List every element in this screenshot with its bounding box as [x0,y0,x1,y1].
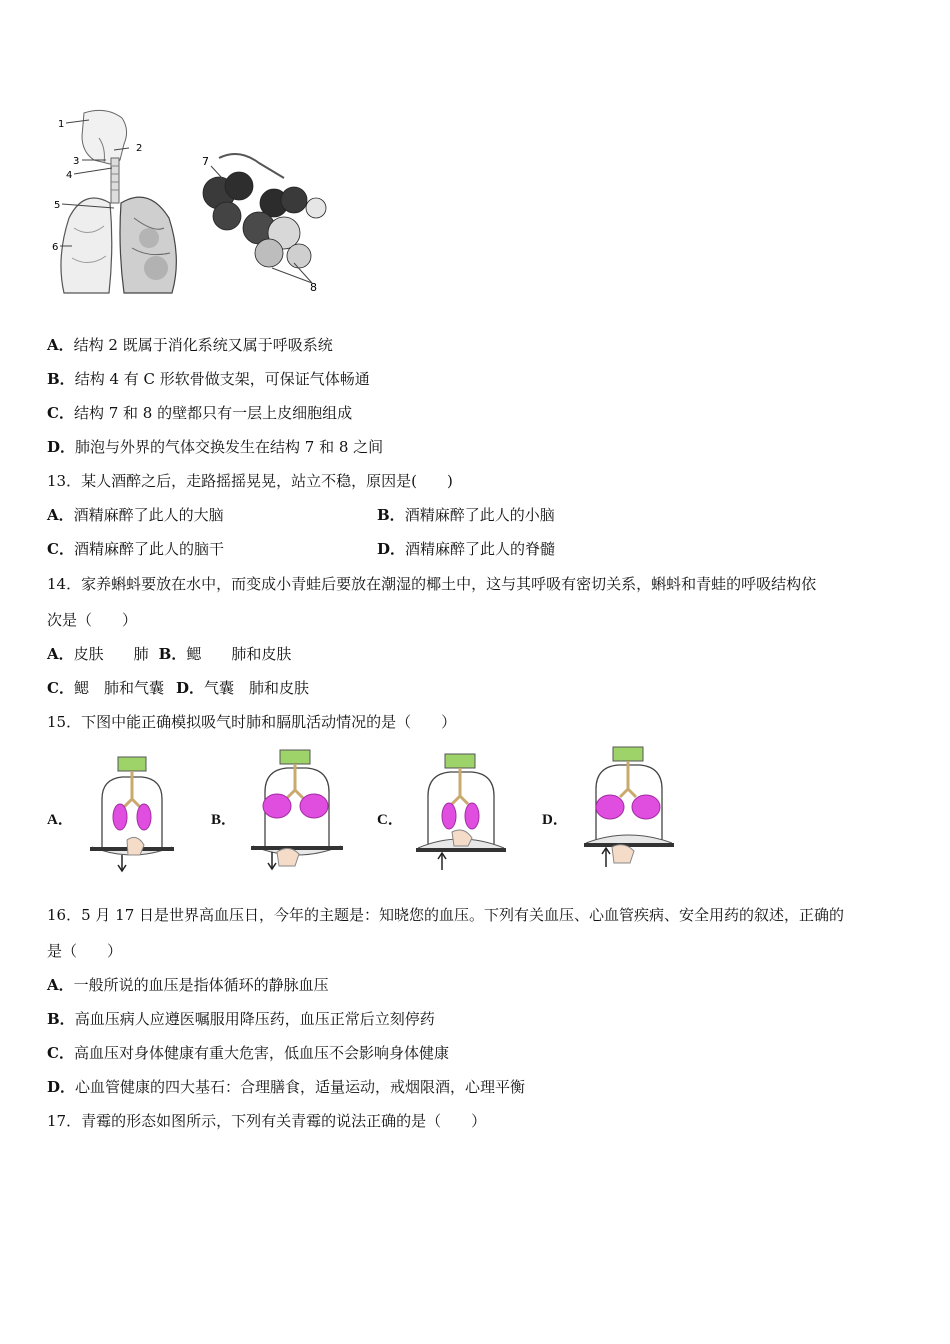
q16-option-b: B．高血压病人应遵医嘱服用降压药，血压正常后立刻停药 [47,1010,435,1028]
q15-option-c-label: C． [377,812,403,828]
bell-jar-b-diagram [247,748,347,873]
q16-stem-line1: 16．5 月 17 日是世界高血压日，今年的主题是：知晓您的血压。下列有关血压、心血管疾病、安全用药的叙述，正确的 [47,906,845,924]
q15-option-b-label: B． [211,812,237,828]
label-3: 3 [73,156,80,167]
q12-option-d: D．肺泡与外界的气体交换发生在结构 7 和 8 之间 [47,438,384,456]
q12-option-b: B．结构 4 有 C 形软骨做支架，可保证气体畅通 [47,370,370,388]
q14-stem-line2: 次是（ ） [47,611,138,629]
label-4: 4 [66,170,73,181]
q12-option-a: A．结构 2 既属于消化系统又属于呼吸系统 [47,336,333,354]
respiratory-system-figure [44,108,344,303]
q13-option-a: A．酒精麻醉了此人的大脑 [47,506,224,524]
q17-stem: 17．青霉的形态如图所示，下列有关青霉的说法正确的是（ ） [47,1112,487,1130]
q13-option-d: D．酒精麻醉了此人的脊髓 [377,540,556,558]
q14-stem-line1: 14．家养蝌蚪要放在水中，而变成小青蛙后要放在潮湿的椰土中，这与其呼吸有密切关系，蝌蚪和青蛙的呼吸结构依 [47,575,817,593]
q13-option-b: B．酒精麻醉了此人的小脑 [377,506,555,524]
label-5: 5 [54,200,61,211]
bell-jar-d-diagram [580,745,680,873]
q13-option-c: C．酒精麻醉了此人的脑干 [47,540,224,558]
q16-option-c: C．高血压对身体健康有重大危害，低血压不会影响身体健康 [47,1044,449,1062]
q16-option-d: D．心血管健康的四大基石：合理膳食，适量运动，戒烟限酒，心理平衡 [47,1078,526,1096]
q15-option-d-label: D． [542,812,568,828]
label-6: 6 [52,242,59,253]
q15-option-a-label: A． [47,812,73,828]
q14-options-row2: C．鳃 肺和气囊 D．气囊 肺和皮肤 [47,679,309,697]
q16-option-a: A．一般所说的血压是指体循环的静脉血压 [47,976,329,994]
q16-stem-line2: 是（ ） [47,942,123,960]
bell-jar-a-diagram [82,755,182,875]
bell-jar-c-diagram [412,752,512,877]
q14-options-row1: A．皮肤 肺 B．鳃 肺和皮肤 [47,645,292,663]
q13-stem: 13．某人酒醉之后，走路摇摇晃晃，站立不稳，原因是( ) [47,472,453,490]
label-8: 8 [310,281,317,294]
label-1: 1 [58,119,65,130]
label-2: 2 [136,143,143,154]
label-7: 7 [202,155,209,168]
q12-option-c: C．结构 7 和 8 的壁都只有一层上皮细胞组成 [47,404,353,422]
q15-stem: 15．下图中能正确模拟吸气时肺和膈肌活动情况的是（ ） [47,713,457,731]
